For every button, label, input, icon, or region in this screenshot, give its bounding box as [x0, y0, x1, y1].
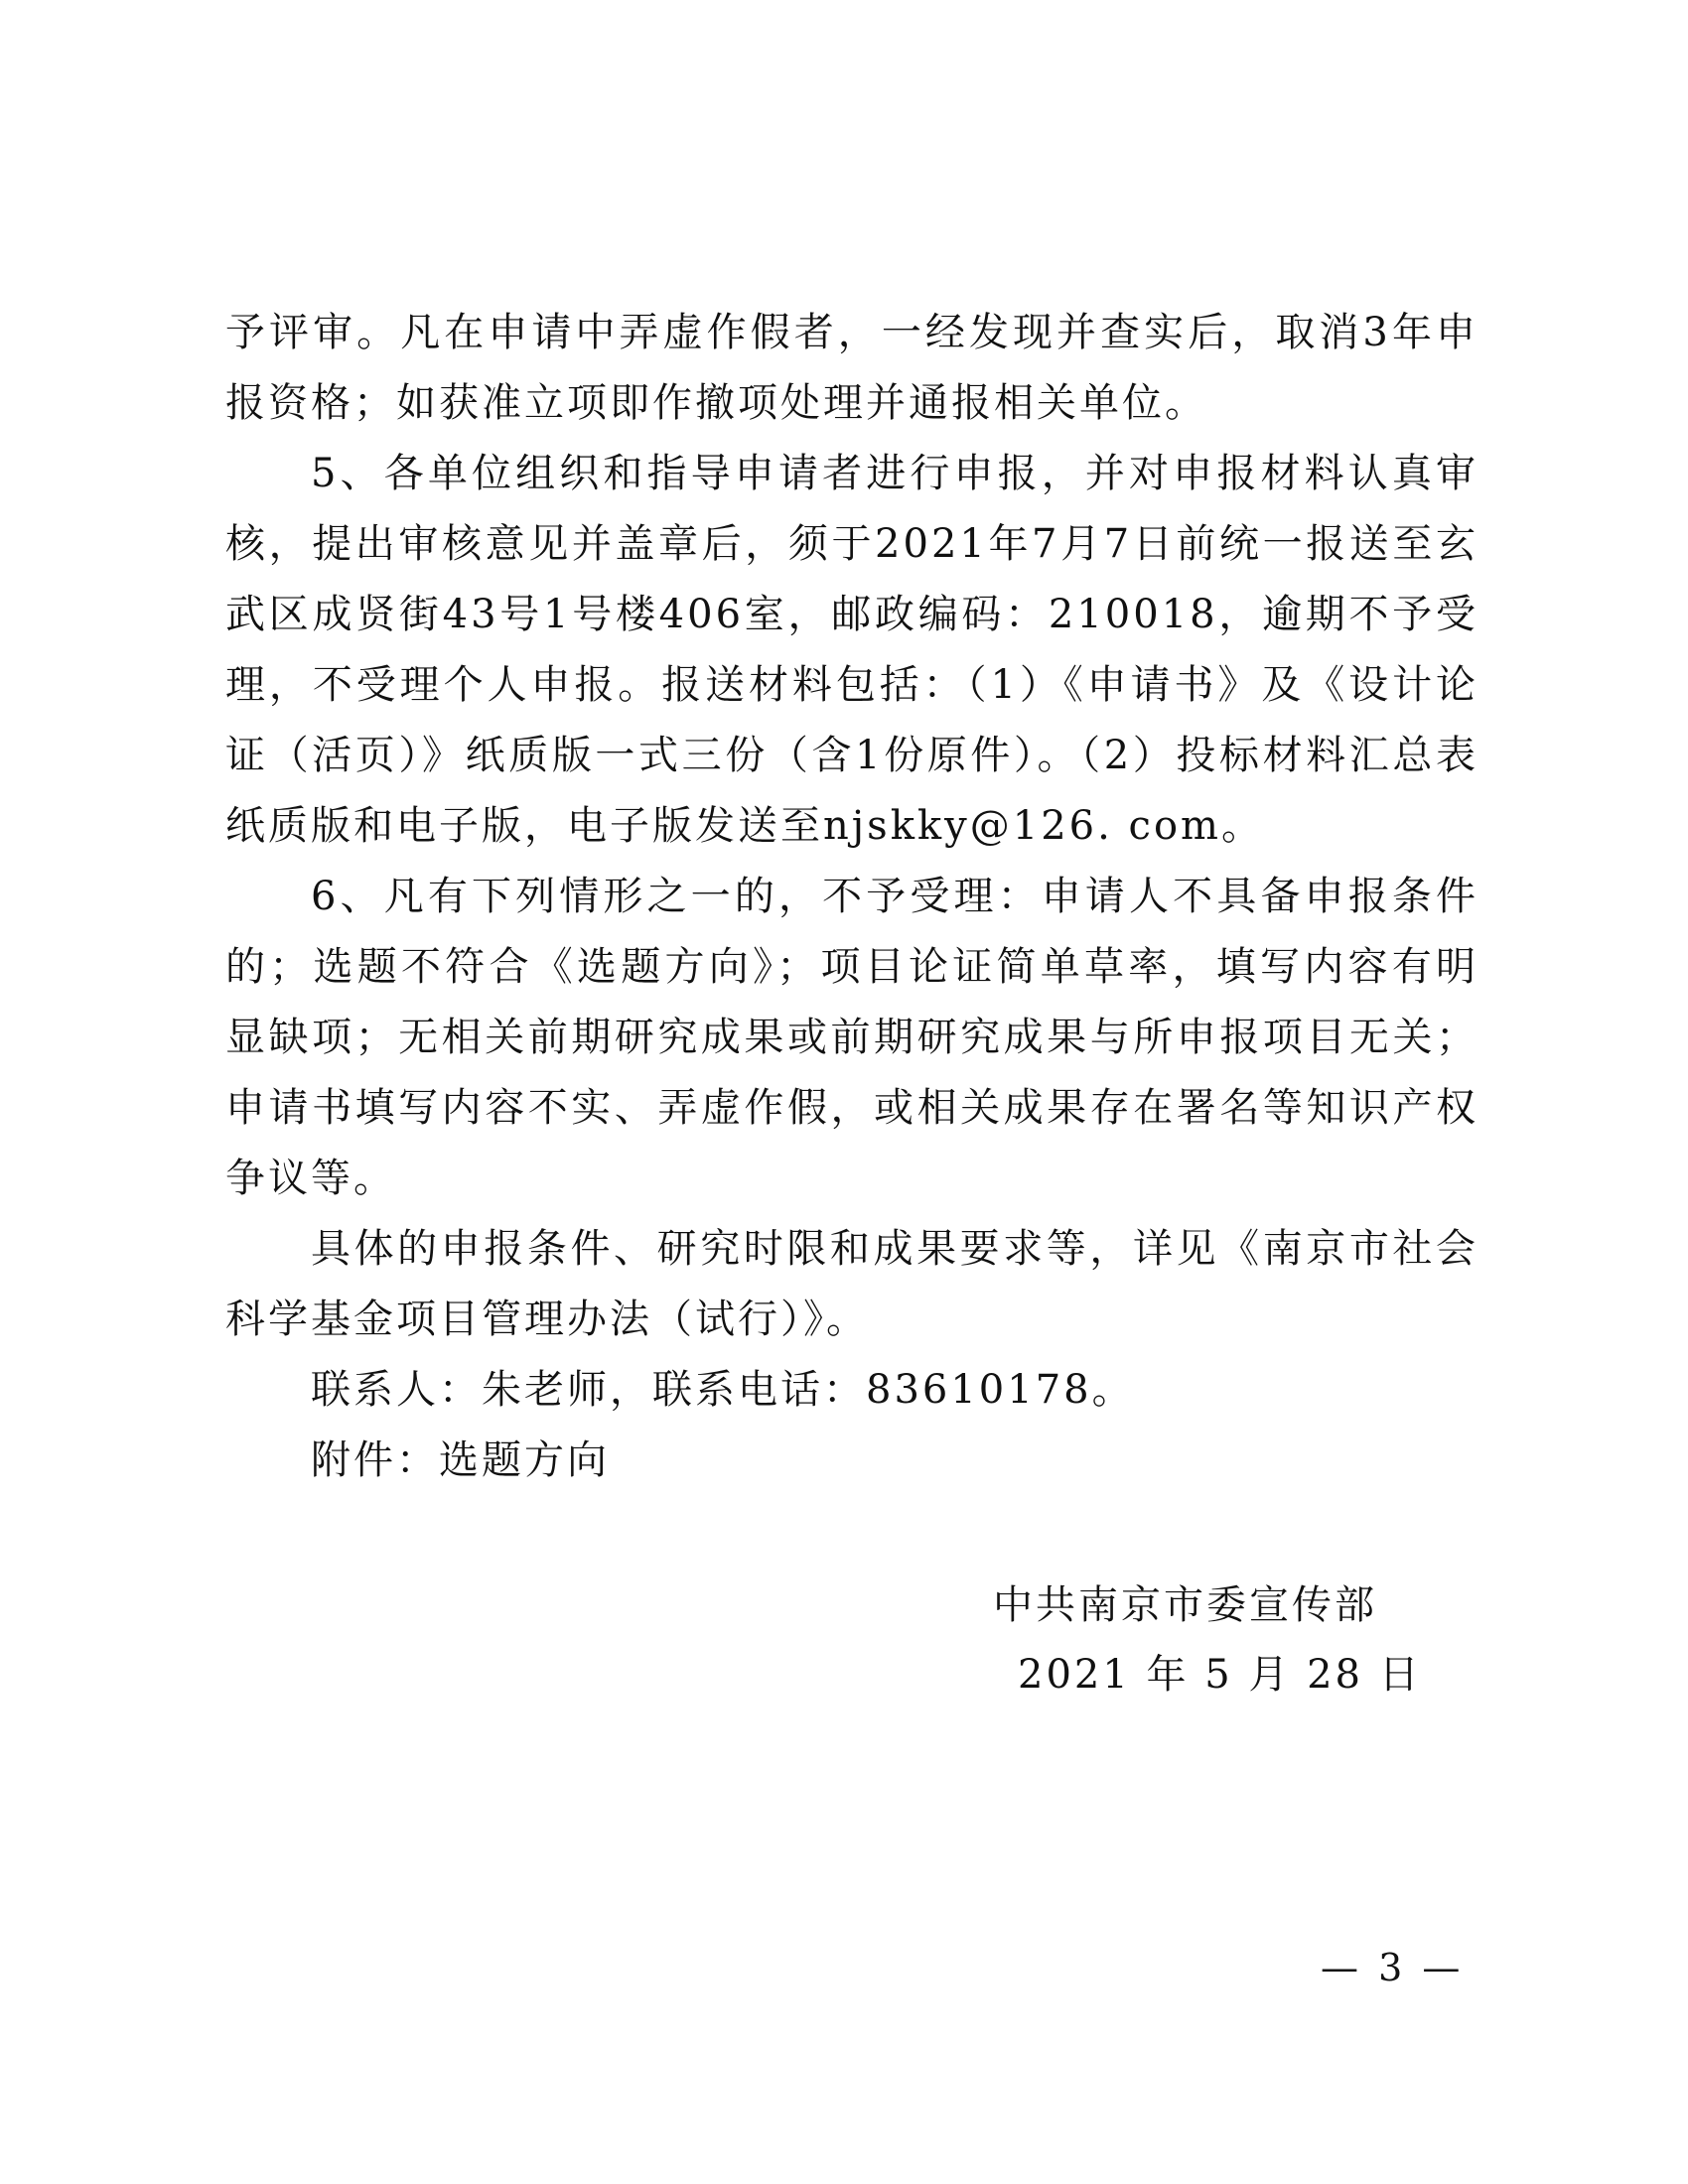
document-body — [225, 298, 1478, 1496]
paragraph-item-6-rejection: 6、凡有下列情形之一的，不予受理：申请人不具备申报条件的；选题不符合《选题方向》；项目论证简单草率，填写内容有明显缺项；无相关前期研究成果或前期研究成果与所申报项目无关；申请书填写内容不实、弄虚作假，或相关成果存在署名等知识产权争议等。 — [225, 874, 1478, 1201]
issue-date: 2021 年 5 月 28 日 — [1018, 1652, 1422, 1698]
issuing-organization: 中共南京市委宣传部 — [993, 1582, 1377, 1628]
paragraph-item-5-submission: 5、各单位组织和指导申请者进行申报，并对申报材料认真审核，提出审核意见并盖章后，须于2021年7月7日前统一报送至玄武区成贤街43号1号楼406室，邮政编码：210018，逾期不予受理，不受理个人申报。报送材料包括：（1）《申请书》及《设计论证（活页）》纸质版一式三份（含1份原件）。（2）投标材料汇总表纸质版和电子版，电子版发送至njskky@126. com。 — [225, 451, 1478, 849]
paragraph-detailed-rules: 具体的申报条件、研究时限和成果要求等，详见《南京市社会科学基金项目管理办法（试行）》。 — [225, 1226, 1478, 1342]
paragraph-attachment: 附件：选题方向 — [311, 1437, 610, 1483]
page-number: — 3 — — [1321, 1946, 1465, 1989]
paragraph-contact: 联系人：朱老师，联系电话：83610178。 — [311, 1367, 1135, 1413]
paragraph-application-review: 予评审。凡在申请中弄虚作假者，一经发现并查实后，取消3年申报资格；如获准立项即作撤项处理并通报相关单位。 — [225, 310, 1478, 426]
